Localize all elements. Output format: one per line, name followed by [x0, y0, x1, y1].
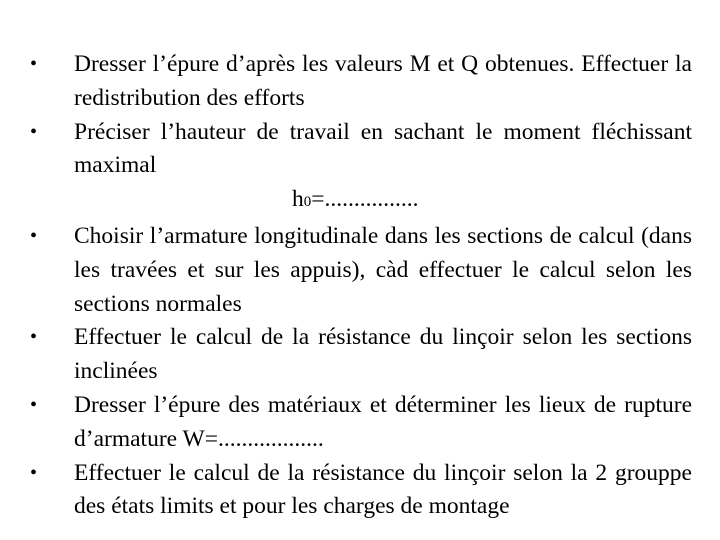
list-item — [28, 116, 692, 220]
bullet-icon: • — [30, 326, 38, 349]
bullet-icon: • — [30, 224, 38, 247]
bullet-list — [28, 48, 692, 524]
working-height-formula — [74, 183, 692, 220]
formula-rest: =................ — [311, 186, 419, 213]
bullet-icon: • — [30, 53, 38, 75]
list-item — [28, 389, 692, 457]
formula-subscript: 0 — [303, 194, 312, 211]
list-item — [28, 220, 692, 321]
list-item-text: Dresser l’épure des matériaux et déterminer les lieux de rupture d’armature W=.................. — [74, 391, 692, 452]
list-item — [28, 457, 692, 525]
bullet-icon: • — [30, 393, 38, 416]
list-item — [28, 48, 692, 116]
list-item-text: Effectuer le calcul de la résistance du linçoir selon les sections inclinées — [74, 324, 692, 385]
list-item-text: Effectuer le calcul de la résistance du linçoir selon la 2 grouppe des états limits et pour les charges de montage — [74, 459, 692, 520]
bullet-icon: • — [30, 461, 38, 484]
list-item-text: Dresser l’épure d’après les valeurs M et Q obtenues. Effectuer la redistribution des efforts — [74, 51, 692, 111]
list-item-text: Préciser l’hauteur de travail en sachant le moment fléchissant maximal — [74, 118, 692, 179]
list-item — [28, 321, 692, 389]
list-item-text: Choisir l’armature longitudinale dans les sections de calcul (dans les travées et sur les appuis), càd effectuer le calcul selon les sections normales — [74, 222, 692, 317]
formula-base: h — [292, 186, 304, 213]
bullet-icon: • — [30, 120, 38, 143]
